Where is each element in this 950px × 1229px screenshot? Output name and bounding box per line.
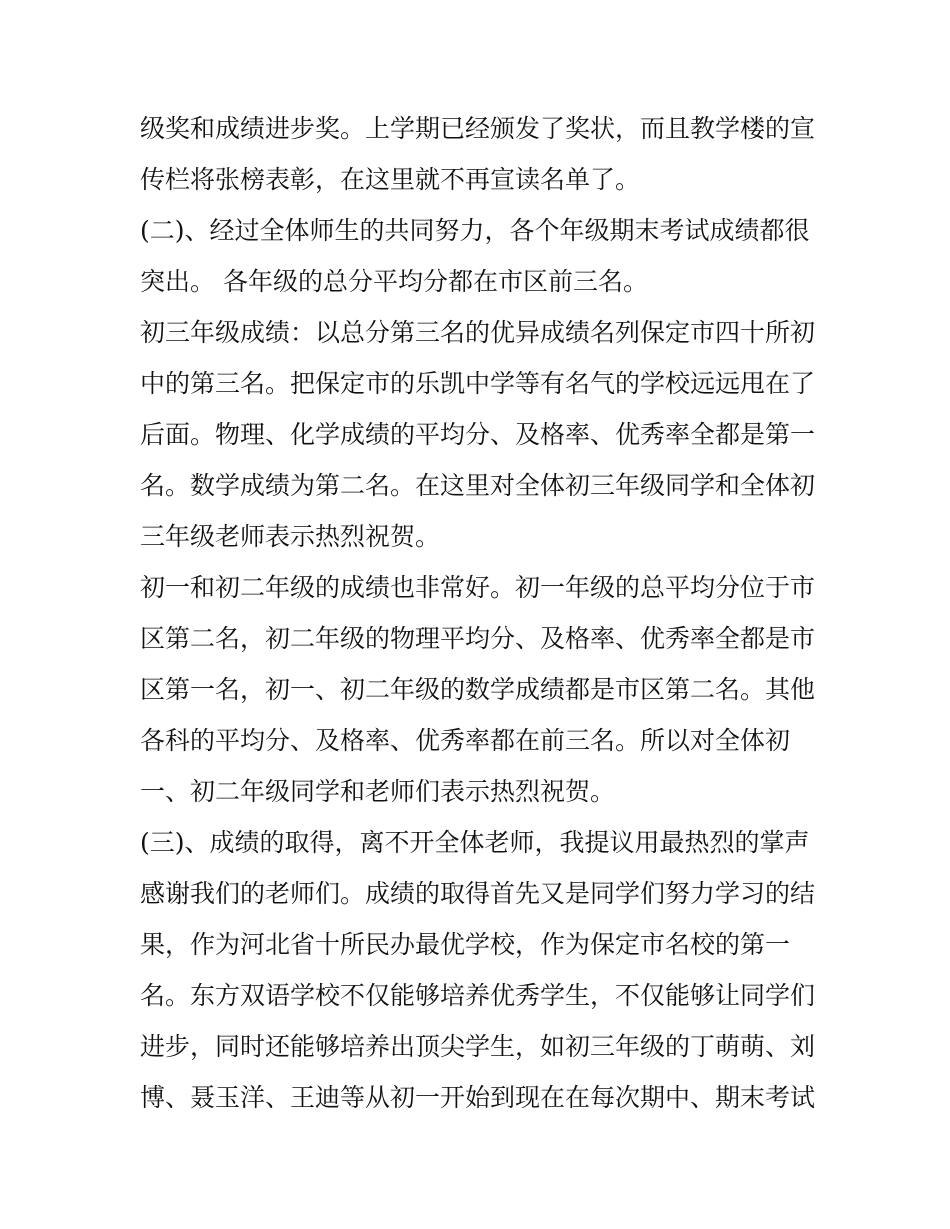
text-line: 级奖和成绩进步奖。上学期已经颁发了奖状，而且教学楼的宣 [140, 114, 816, 143]
text-line: 初一和初二年级的成绩也非常好。初一年级的总平均分位于市 [140, 573, 816, 602]
text-line: 博、聂玉洋、王迪等从初一开始到现在在每次期中、期末考试 [140, 1083, 816, 1112]
body-text [140, 103, 820, 1123]
text-line: (二)、经过全体师生的共同努力，各个年级期末考试成绩都很 [140, 216, 810, 245]
text-line: 果，作为河北省十所民办最优学校，作为保定市名校的第一 [140, 930, 791, 959]
text-line: 名。东方双语学校不仅能够培养优秀学生，不仅能够让同学们 [140, 981, 816, 1010]
text-line: 名。数学成绩为第二名。在这里对全体初三年级同学和全体初 [140, 471, 816, 500]
text-line: 各科的平均分、及格率、优秀率都在前三名。所以对全体初 [140, 726, 791, 755]
text-line: 后面。物理、化学成绩的平均分、及格率、优秀率全都是第一 [140, 420, 816, 449]
text-line: 中的第三名。把保定市的乐凯中学等有名气的学校远远甩在了 [140, 369, 816, 398]
text-line: 初三年级成绩：以总分第三名的优异成绩名列保定市四十所初 [140, 318, 816, 347]
text-line: 一、初二年级同学和老师们表示热烈祝贺。 [140, 777, 616, 806]
text-line: 感谢我们的老师们。成绩的取得首先又是同学们努力学习的结 [140, 879, 816, 908]
text-line: 进步，同时还能够培养出顶尖学生，如初三年级的丁萌萌、刘 [140, 1032, 816, 1061]
text-line: 突出。 各年级的总分平均分都在市区前三名。 [140, 267, 648, 296]
text-line: 传栏将张榜表彰，在这里就不再宣读名单了。 [140, 165, 641, 194]
text-line: 三年级老师表示热烈祝贺。 [140, 522, 441, 551]
text-line: (三)、成绩的取得，离不开全体老师，我提议用最热烈的掌声 [140, 828, 810, 857]
text-line: 区第一名，初一、初二年级的数学成绩都是市区第二名。其他 [140, 675, 816, 704]
text-line: 区第二名，初二年级的物理平均分、及格率、优秀率全都是市 [140, 624, 816, 653]
